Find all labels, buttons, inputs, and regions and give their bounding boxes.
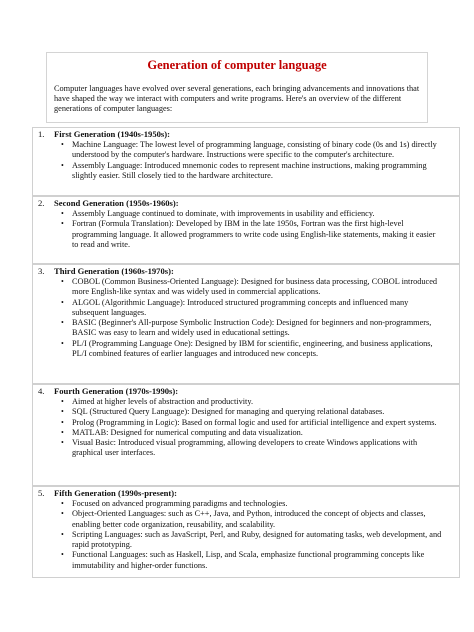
generation-number: 3. bbox=[38, 266, 45, 276]
generation-list-1 bbox=[61, 140, 442, 181]
list-item-text: MATLAB: Designed for numerical computing and data visualization. bbox=[72, 427, 303, 437]
list-item bbox=[61, 397, 442, 407]
list-item bbox=[61, 438, 442, 459]
list-item bbox=[61, 417, 442, 428]
bullet-icon: • bbox=[61, 318, 64, 328]
generation-number: 1. bbox=[38, 129, 45, 139]
generation-heading-2 bbox=[38, 198, 179, 208]
generation-title: Fifth Generation (1990s-present): bbox=[54, 488, 177, 498]
list-item bbox=[61, 297, 442, 319]
generation-title: Fourth Generation (1970s-1990s): bbox=[54, 386, 179, 396]
generation-list-5 bbox=[61, 499, 442, 571]
bullet-icon: • bbox=[61, 160, 64, 170]
bullet-icon: • bbox=[61, 499, 64, 508]
generation-heading-4 bbox=[38, 386, 178, 396]
list-item-text: Functional Languages: such as Haskell, Lisp, and Scala, emphasize functional programming concepts like immutability and higher-order functions. bbox=[72, 550, 425, 570]
bullet-icon: • bbox=[61, 397, 64, 406]
bullet-icon: • bbox=[61, 209, 64, 218]
bullet-icon: • bbox=[61, 550, 64, 560]
list-item bbox=[61, 550, 442, 571]
generation-heading-1 bbox=[38, 129, 170, 139]
list-item-text: Prolog (Programming in Logic): Based on formal logic and used for artificial intelligence and expert systems. bbox=[72, 417, 437, 427]
generation-title: Second Generation (1950s-1960s): bbox=[54, 198, 179, 208]
generation-heading-5 bbox=[38, 488, 177, 498]
list-item-text: Visual Basic: Introduced visual programming, allowing developers to create Windows applications with graphical user interfaces. bbox=[72, 438, 418, 458]
generation-heading-3 bbox=[38, 266, 174, 276]
bullet-icon: • bbox=[61, 529, 64, 539]
list-item-text: COBOL (Common Business-Oriented Language): Designed for business data processing, COBOL introduced more English-like syntax and was widely used in commercial applications. bbox=[72, 277, 438, 297]
list-item-text: Assembly Language continued to dominate, with improvements in usability and efficiency. bbox=[72, 209, 375, 218]
bullet-icon: • bbox=[61, 338, 64, 348]
list-item bbox=[61, 427, 442, 438]
bullet-icon: • bbox=[61, 297, 64, 307]
list-item-text: BASIC (Beginner's All-purpose Symbolic Instruction Code): Designed for beginners and non-programmers, BASIC was easy to learn and widely used in educational settings. bbox=[72, 318, 432, 338]
generation-title: First Generation (1940s-1950s): bbox=[54, 129, 170, 139]
list-item-text: Scripting Languages: such as JavaScript, Perl, and Ruby, designed for automating tasks, web development, and rapid prototyping. bbox=[72, 529, 442, 550]
bullet-icon: • bbox=[61, 509, 64, 519]
bullet-icon: • bbox=[61, 140, 64, 149]
list-item-text: Machine Language: The lowest level of programming language, consisting of binary code (0s and 1s) directly understood by the computer's hardware. Instructions were specific to the computer's architecture. bbox=[72, 140, 437, 160]
list-item bbox=[61, 209, 442, 219]
generation-number: 5. bbox=[38, 488, 45, 498]
document-title: Generation of computer language bbox=[147, 58, 327, 72]
bullet-icon: • bbox=[61, 277, 64, 286]
list-item-text: Object-Oriented Languages: such as C++, Java, and Python, introduced the concept of objects and classes, enabling better code organization, reusability, and scalability. bbox=[72, 509, 426, 529]
list-item-text: Aimed at higher levels of abstraction and productivity. bbox=[72, 397, 254, 406]
intro-paragraph: Computer languages have evolved over several generations, each bringing advancements and innovations that have shaped the way we interact with computers and write programs. Here's an overview of the different generations of computer languages: bbox=[54, 84, 420, 113]
list-item-text: Focused on advanced programming paradigms and technologies. bbox=[72, 499, 288, 508]
bullet-icon: • bbox=[61, 417, 64, 427]
list-item bbox=[61, 160, 442, 182]
generation-number: 4. bbox=[38, 386, 45, 396]
list-item bbox=[61, 509, 442, 530]
list-item bbox=[61, 407, 442, 417]
generation-title: Third Generation (1960s-1970s): bbox=[54, 266, 174, 276]
bullet-icon: • bbox=[61, 438, 64, 448]
bullet-icon: • bbox=[61, 427, 64, 437]
generation-list-2 bbox=[61, 209, 442, 250]
generation-number: 2. bbox=[38, 198, 45, 208]
list-item-text: ALGOL (Algorithmic Language): Introduced structured programming concepts and influenced many subsequent languages. bbox=[72, 297, 409, 317]
list-item-text: Fortran (Formula Translation): Developed by IBM in the late 1950s, Fortran was the first high-level programming language. It allowed programmers to write code using English-like statements, making it easier to read and write. bbox=[72, 219, 436, 249]
list-item bbox=[61, 318, 442, 339]
bullet-icon: • bbox=[61, 407, 64, 417]
list-item-text: PL/I (Programming Language One): Designed by IBM for scientific, engineering, and business applications, PL/I combined features of earlier languages and introduced new concepts. bbox=[72, 338, 433, 359]
list-item bbox=[61, 219, 442, 250]
list-item bbox=[61, 338, 442, 360]
list-item bbox=[61, 499, 442, 509]
list-item bbox=[61, 529, 442, 551]
bullet-icon: • bbox=[61, 219, 64, 229]
list-item-text: Assembly Language: Introduced mnemonic codes to represent machine instructions, making programming slightly easier. Still closely tied to the hardware architecture. bbox=[72, 160, 427, 180]
list-item-text: SQL (Structured Query Language): Designed for managing and querying relational databases. bbox=[72, 407, 385, 417]
generation-list-3 bbox=[61, 277, 442, 359]
generation-list-4 bbox=[61, 397, 442, 459]
list-item bbox=[61, 140, 442, 161]
list-item bbox=[61, 277, 442, 298]
